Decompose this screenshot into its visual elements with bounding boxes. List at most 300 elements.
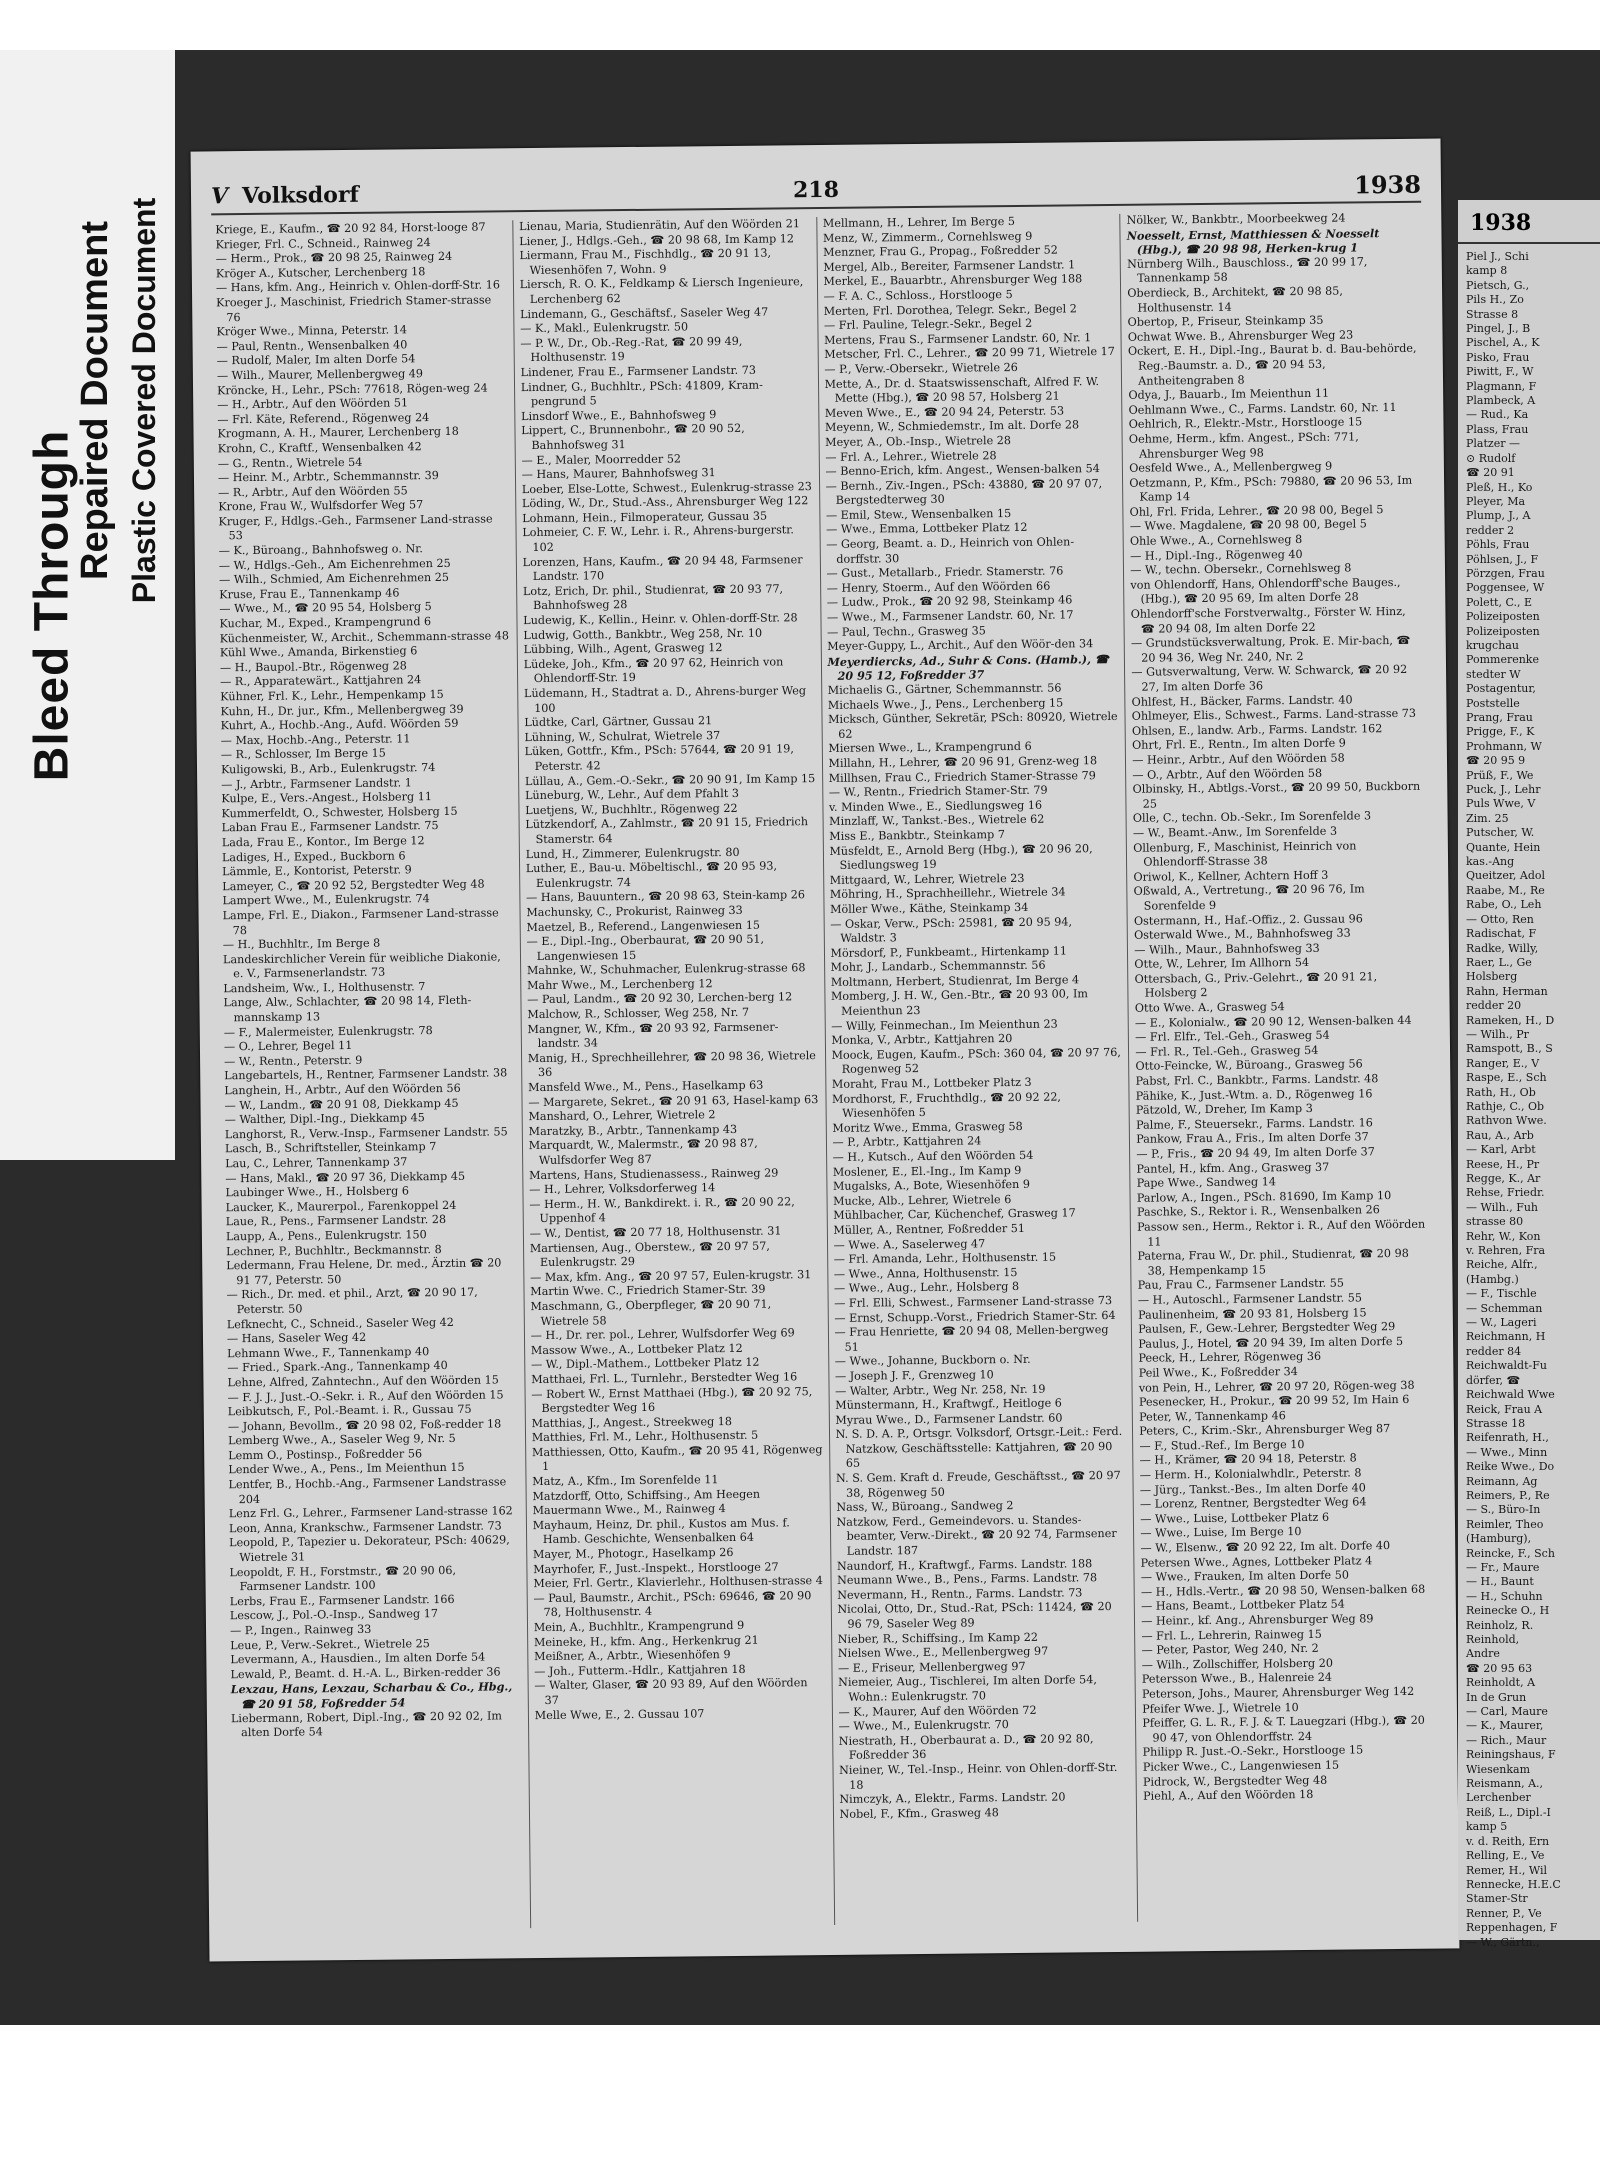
directory-entry: Michaelis G., Gärtner, Schemmannstr. 56 (827, 681, 1062, 697)
adjacent-entry: Zim. 25 (1466, 811, 1509, 825)
adjacent-entry: — Wwe., Minn (1466, 1445, 1548, 1459)
directory-entry: — Paul, Rentn., Wensenbalken 40 (216, 338, 408, 354)
directory-entry: — Johann, Bevollm., ☎ 20 98 02, Foß-redder 18 (227, 1417, 502, 1433)
entry-column-3 (816, 214, 1138, 1925)
adjacent-entry: — H., Baunt (1466, 1575, 1534, 1589)
adjacent-entry: Platzer — (1466, 437, 1520, 451)
directory-entry: — P., Fris., ☎ 20 94 49, Im alten Dorfe 37 (1136, 1145, 1375, 1161)
adjacent-entry: Reismann, A., (1466, 1777, 1544, 1791)
adjacent-entry: Puls Wwe, V (1466, 797, 1536, 811)
directory-entry: — Hans, Bauuntern., ☎ 20 98 63, Stein-kamp 26 (526, 888, 806, 905)
directory-entry: — O., Arbtr., Auf den Wöörden 58 (1132, 766, 1323, 782)
adjacent-entry: — Schemman (1466, 1301, 1543, 1315)
directory-entry: Langebartels, H., Rentner, Farmsener Landstr. 38 (224, 1066, 508, 1083)
directory-entry: — Frl. Käte, Referend., Rögenweg 24 (217, 410, 430, 427)
directory-entry: Pankow, Frau A., Fris., Im alten Dorfe 37 (1136, 1130, 1369, 1147)
directory-entry: Ochwat Wwe. B., Ahrensburger Weg 23 (1127, 328, 1354, 344)
directory-entry: Palme, F., Steuersekr., Farms. Landstr. 16 (1135, 1116, 1373, 1132)
directory-entry: — W., Elsenw., ☎ 20 92 22, Im alt. Dorfe 40 (1140, 1539, 1391, 1555)
directory-entry: Peters, C., Krim.-Skr., Ahrensburger Weg 87 (1139, 1422, 1391, 1439)
directory-entry: Nass, W., Büroang., Sandweg 2 (836, 1499, 1014, 1515)
directory-entry: Matthias, J., Angest., Streekweg 18 (531, 1414, 733, 1430)
adjacent-entry: — Carl, Maure (1466, 1705, 1548, 1719)
adjacent-entry: Rau, A., Arb (1466, 1128, 1534, 1142)
directory-entry: Mugalsks, A., Bote, Wiesenhöfen 9 (832, 1178, 1031, 1194)
directory-entry: Meyenn, W., Schmiedemstr., Im alt. Dorfe 28 (824, 418, 1080, 435)
adjacent-entry: Pörzgen, Frau (1466, 566, 1545, 580)
directory-entry: Linsdorf Wwe., E., Bahnhofsweg 9 (521, 407, 717, 423)
directory-entry: Peil Wwe., K., Foßredder 34 (1138, 1364, 1298, 1380)
directory-entry: Pidrock, W., Bergstedter Weg 48 (1142, 1773, 1328, 1789)
directory-entry: Ludewig, K., Kellin., Heinr. v. Ohlen-dorff-Str. 28 (523, 611, 798, 628)
directory-entry: — Robert W., Ernst Matthaei (Hbg.), ☎ 20 92 75, Bergstedter Weg 16 (531, 1384, 813, 1416)
directory-entry: Pau, Frau C., Farmsener Landstr. 55 (1137, 1276, 1345, 1293)
directory-entry: Laue, R., Pens., Farmsener Landstr. 28 (225, 1213, 447, 1229)
directory-entry: Ockert, E. H., Dipl.-Ing., Baurat b. d. Bau-behörde, Reg.-Baumstr. a. D., ☎ 20 94 53, Antheitengraben 8 (1127, 342, 1417, 388)
adjacent-entry: Remer, H., Wil (1466, 1863, 1548, 1877)
adjacent-entry: Rahn, Herman (1466, 984, 1548, 998)
directory-entry: — Bernh., Ziv.-Ingen., PSch: 43880, ☎ 20 97 07, Bergstedterweg 30 (825, 476, 1103, 508)
directory-entry: Krogmann, A. H., Maurer, Lerchenberg 18 (217, 425, 459, 441)
directory-entry: — Walther, Dipl.-Ing., Diekkamp 45 (224, 1111, 425, 1127)
directory-entry: — K., Makl., Eulenkrugstr. 50 (520, 320, 689, 336)
directory-entry: — W., Rentn., Friedrich Stamer-Str. 79 (828, 783, 1048, 800)
directory-entry: — Ernst, Schupp.-Vorst., Friedrich Stamer-Str. 64 (834, 1308, 1116, 1325)
directory-entry: Ohlendorff'sche Forstverwaltg., Förster W. Hinz, ☎ 20 94 08, Im alten Dorfe 22 (1130, 604, 1406, 636)
directory-entry: Laupp, A., Pens., Eulenkrugstr. 150 (225, 1228, 427, 1244)
directory-entry: Moltmann, Herbert, Studienrat, Im Berge 4 (830, 973, 1080, 989)
directory-entry: Peeck, H., Lehrer, Rögenweg 36 (1138, 1350, 1322, 1366)
directory-entry: Naundorf, H., Kraftwgf., Farms. Landstr. 188 (836, 1556, 1093, 1573)
directory-entry: — W., Dentist, ☎ 20 77 18, Holthusenstr. 31 (529, 1224, 782, 1241)
directory-entry: Loeber, Else-Lotte, Schwest., Eulenkrug-strasse 23 (521, 479, 812, 496)
directory-entry: — Wwe., Luise, Im Berge 10 (1140, 1525, 1302, 1541)
directory-entry: Kuhrt, A., Hochb.-Ang., Aufd. Wöörden 59 (220, 717, 459, 733)
directory-entry: Merkel, E., Bauarbtr., Ahrensburger Weg 188 (823, 272, 1083, 289)
directory-entry: Michaels Wwe., J., Pens., Lerchenberg 15 (827, 696, 1064, 712)
directory-entry: Kulpe, E., Vers.-Angest., Holsberg 11 (221, 790, 432, 806)
adjacent-entry: Polizeiposten (1466, 610, 1540, 624)
adjacent-entry: Andre (1466, 1647, 1500, 1661)
directory-entry: Odya, J., Bauarb., Im Meienthun 11 (1128, 386, 1330, 402)
directory-entry: Neumann Wwe., B., Pens., Farms. Landstr. 78 (836, 1571, 1098, 1588)
directory-entry: Oehlrich, R., Elektr.-Mstr., Horstlooge 15 (1128, 415, 1363, 432)
directory-entry: Otte, W., Lehrer, Im Allhorn 54 (1134, 956, 1310, 972)
directory-entry: Leon, Anna, Krankschw., Farmsener Landstr. 73 (228, 1519, 502, 1536)
directory-entry: Passow sen., Herm., Rektor i. R., Auf den Wöörden 11 (1137, 1217, 1426, 1249)
directory-entry: Moraht, Frau M., Lottbeker Platz 3 (831, 1075, 1032, 1091)
directory-entry: Lüdemann, H., Stadtrat a. D., Ahrens-burger Weg 100 (523, 684, 807, 715)
directory-entry: Otto Wwe. A., Grasweg 54 (1134, 1000, 1285, 1015)
adjacent-entry: Radischat, F (1466, 927, 1537, 941)
label-strip (0, 50, 175, 1160)
directory-entry: Lindner, G., Buchhltr., PSch: 41809, Kram-pengrund 5 (520, 378, 763, 409)
directory-entry: Nicolai, Otto, Dr., Stud.-Rat, PSch: 11424, ☎ 20 96 79, Saseler Weg 89 (837, 1600, 1112, 1631)
directory-entry: — Frl. A., Lehrer., Wietrele 28 (825, 448, 997, 464)
adjacent-entry: — K., Maurer, (1466, 1719, 1544, 1733)
directory-entry: Oehme, Herm., kfm. Angest., PSch: 771, Ahrensburger Weg 98 (1128, 430, 1359, 461)
directory-entry: — W., techn. Obersekr., Cornehlsweg 8 (1130, 561, 1352, 578)
directory-entry: — Frl. L., Lehrerin, Rainweg 15 (1141, 1627, 1322, 1643)
directory-entry: Müller, A., Rentner, Foßredder 51 (833, 1221, 1026, 1237)
directory-entry: — P., Arbtr., Kattjahren 24 (832, 1134, 982, 1150)
directory-entry: — Frl. Pauline, Telegr.-Sekr., Begel 2 (823, 316, 1033, 333)
directory-entry: Mellmann, H., Lehrer, Im Berge 5 (822, 214, 1016, 230)
directory-entry: Levermann, A., Hausdien., Im alten Dorfe 54 (230, 1650, 486, 1667)
directory-entry: Malchow, R., Schlosser, Weg 258, Nr. 7 (527, 1005, 750, 1022)
directory-entry: — W., Rentn., Peterstr. 9 (224, 1053, 363, 1069)
directory-entry: von Pein, H., Lehrer, ☎ 20 97 20, Rögen-weg 38 (1138, 1378, 1415, 1395)
directory-entry: — Fried., Spark.-Ang., Tannenkamp 40 (227, 1359, 448, 1375)
adjacent-entry: Reppenhagen, F (1466, 1921, 1558, 1935)
page-year: 1938 (1354, 169, 1422, 199)
directory-entry: Nevermann, H., Rentn., Farms. Landstr. 73 (837, 1586, 1083, 1602)
adjacent-entry: Pischel, A., K (1466, 336, 1540, 350)
adjacent-entry: v. Rehren, Fra (1466, 1244, 1546, 1258)
directory-entry: Momberg, J. H. W., Gen.-Btr., ☎ 20 93 00, Im Meienthun 23 (830, 987, 1089, 1018)
directory-entry: Matthaei, Frl. L., Turnlehr., Berstedter Weg 16 (531, 1370, 798, 1387)
adjacent-entry: kamp 5 (1466, 1820, 1508, 1834)
adjacent-entry: — F., Tischle (1466, 1287, 1537, 1301)
directory-entry: Ladiges, H., Exped., Buckborn 6 (221, 848, 406, 864)
directory-entry: Lindemann, G., Geschäftsf., Saseler Weg 47 (519, 305, 769, 321)
page-heading-title: Volksdorf (241, 181, 360, 210)
directory-entry: Parlow, A., Ingen., PSch. 81690, Im Kamp 10 (1136, 1188, 1392, 1205)
directory-entry: — Hans, Saseler Weg 42 (226, 1330, 367, 1346)
directory-entry: — Henry, Stoerm., Auf den Wöörden 66 (826, 579, 1051, 595)
directory-entry: — Wwe., Johanne, Buckborn o. Nr. (834, 1353, 1031, 1369)
directory-entry: Paulus, J., Hotel, ☎ 20 94 39, Im alten Dorfe 5 (1138, 1334, 1404, 1351)
directory-entry: Lenz Frl. G., Lehrer., Farmsener Land-strasse 162 (228, 1504, 513, 1521)
directory-entry: Mordhorst, F., Fruchthdlg., ☎ 20 92 22, Wiesenhöfen 5 (831, 1090, 1062, 1121)
adjacent-entry: krugchau (1466, 638, 1519, 652)
directory-entry: Lau, C., Lehrer, Tannenkamp 37 (225, 1155, 408, 1171)
adjacent-entry: Pöhlsen, J., F (1466, 552, 1539, 566)
adjacent-entry: Prohmann, W (1466, 739, 1542, 753)
directory-entry: Nieiner, W., Tel.-Insp., Heinr. von Ohlen-dorff-Str. 18 (838, 1760, 1118, 1792)
directory-entry: Pähike, K., Just.-Wtm. a. D., Rögenweg 16 (1135, 1086, 1373, 1103)
adjacent-entry: Rameken, H., D (1466, 1013, 1555, 1027)
directory-entry: Pesenecker, H., Prokur., ☎ 20 99 52, Im Hain 6 (1138, 1392, 1410, 1409)
directory-entry: Kriege, E., Kaufm., ☎ 20 92 84, Horst-looge 87 (215, 220, 486, 237)
directory-entry: Niestrath, H., Oberbaurat a. D., ☎ 20 92 80, Foßredder 36 (838, 1731, 1094, 1763)
adjacent-entry: dörfer, ☎ (1466, 1373, 1521, 1387)
adjacent-entry: Poststelle (1466, 696, 1520, 710)
adjacent-entry: strasse 80 (1466, 1215, 1524, 1229)
directory-entry: Krone, Frau W., Wulfsdorfer Weg 57 (218, 498, 424, 514)
adjacent-entry: Prigge, F., K (1466, 725, 1535, 739)
directory-entry: Noesselt, Ernst, Matthiessen & Noesselt (Hbg.), ☎ 20 98 98, Herken-krug 1 (1126, 225, 1380, 257)
directory-entry: Landsheim, Ww., I., Holthusenstr. 7 (223, 980, 426, 996)
directory-entry: Nobel, F., Kfm., Grasweg 48 (839, 1805, 999, 1821)
directory-entry: Lechner, P., Buchhltr., Beckmannstr. 8 (226, 1242, 442, 1258)
adjacent-page (1458, 200, 1600, 1949)
directory-entry: Lada, Frau E., Kontor., Im Berge 12 (221, 834, 425, 850)
adjacent-entry: redder 20 (1466, 999, 1522, 1013)
directory-entry: Kroeger J., Maschinist, Friedrich Stamer-strasse 76 (216, 293, 492, 324)
directory-entry: Paulsen, F., Gew.-Lehrer, Bergstedter Weg 29 (1138, 1320, 1396, 1336)
directory-entry: Natzkow, Ferd., Gemeindevors. u. Standes-beamter, Verw.-Direkt., ☎ 20 92 74, Farmsener Landstr. 187 (836, 1513, 1117, 1558)
directory-entry: Lescow, J., Pol.-O.-Insp., Sandweg 17 (229, 1607, 439, 1623)
adjacent-entry: Wiesenkam (1466, 1762, 1531, 1776)
adjacent-entry: Putscher, W. (1466, 826, 1535, 840)
directory-entry: Petersson Wwe., B., Halenreie 24 (1141, 1671, 1333, 1687)
directory-entry: Niemeier, Aug., Tischlerei, Im alten Dorfe 54, Wohn.: Eulenkrugstr. 70 (838, 1673, 1097, 1704)
directory-entry: Petersen Wwe., Agnes, Lottbeker Platz 4 (1140, 1553, 1373, 1570)
directory-entry: — Lorenz, Rentner, Bergstedter Weg 64 (1139, 1495, 1367, 1511)
directory-entry: Kruger, F., Hdlgs.-Geh., Farmsener Land-strasse 53 (218, 512, 493, 543)
adjacent-entry: Rathvon Wwe. (1466, 1114, 1547, 1128)
adjacent-entry: (Hamburg), (1466, 1532, 1532, 1546)
directory-entry: Lampe, Frl. E., Diakon., Farmsener Land-strasse 78 (222, 906, 499, 937)
directory-entry: Ohlsen, E., landw. Arb., Farms. Landstr. 162 (1131, 721, 1383, 738)
directory-entry: Oesfeld Wwe., A., Mellenbergweg 9 (1129, 459, 1333, 475)
directory-entry: Meißner, A., Arbtr., Wiesenhöfen 9 (534, 1648, 731, 1664)
directory-entry: Lippert, C., Brunnenbohr., ☎ 20 90 52, Bahnhofsweg 31 (521, 422, 745, 452)
directory-entry: Otto-Feincke, W., Büroang., Grasweg 56 (1135, 1057, 1363, 1074)
adjacent-entry: Reimann, Ag (1466, 1474, 1538, 1488)
directory-entry: Mauermann Wwe., M., Rainweg 4 (532, 1502, 726, 1518)
directory-entry: — H., Kutsch., Auf den Wöörden 54 (832, 1148, 1034, 1164)
directory-entry: Lameyer, C., ☎ 20 92 52, Bergstedter Weg 48 (222, 877, 485, 894)
directory-entry: — G., Rentn., Wietrele 54 (217, 455, 363, 470)
directory-entry: Moslener, E., El.-Ing., Im Kamp 9 (832, 1163, 1022, 1179)
adjacent-entry: — Rud., Ka (1466, 408, 1529, 422)
adjacent-entry: — W., Gärtn., (1466, 1935, 1540, 1949)
adjacent-entry: Rehse, Friedr. (1466, 1186, 1545, 1200)
adjacent-entry: Reimers, P., Re (1466, 1488, 1550, 1502)
adjacent-entry: ☎ 20 91 (1466, 466, 1515, 480)
directory-entry: — Peter, Pastor, Weg 240, Nr. 2 (1141, 1642, 1319, 1657)
adjacent-entry: Reiningshaus, F (1466, 1748, 1556, 1762)
directory-entry: — H., Baupol.-Btr., Rögenweg 28 (219, 659, 407, 675)
directory-entry: Lämmle, E., Kontorist, Peterstr. 9 (222, 863, 412, 879)
adjacent-entry: Reichwald Wwe (1466, 1388, 1555, 1402)
directory-entry: Kröncke, H., Lehr., PSch: 77618, Rögen-weg 24 (216, 381, 488, 397)
directory-entry: Lorenzen, Hans, Kaufm., ☎ 20 94 48, Farmsener Landstr. 170 (522, 552, 803, 584)
directory-entry: Ohrt, Frl. E., Rentn., Im alten Dorfe 9 (1132, 736, 1346, 753)
adjacent-entry: ☎ 20 95 9 (1466, 754, 1526, 768)
adjacent-entry: Renner, P., Ve (1466, 1906, 1542, 1920)
adjacent-entry: Pleß, H., Ko (1466, 480, 1533, 494)
adjacent-entry: kas.-Ang (1466, 855, 1515, 869)
adjacent-entry: redder 84 (1466, 1344, 1522, 1358)
directory-entry: Meyerdiercks, Ad., Suhr & Cons. (Hamb.), ☎ 20 95 12, Foßredder 37 (827, 651, 1109, 684)
directory-entry: Lund, H., Zimmerer, Eulenkrugstr. 80 (525, 845, 740, 861)
directory-entry: Martiensen, Aug., Oberstew., ☎ 20 97 57, Eulenkrugstr. 29 (529, 1239, 770, 1270)
directory-entry: — Wilh., Zollschiffer, Holsberg 20 (1141, 1656, 1333, 1672)
adjacent-entry: Rabe, O., Leh (1466, 898, 1542, 912)
adjacent-entry: stedter W (1466, 667, 1521, 681)
directory-entry: — Willy, Feinmechan., Im Meienthun 23 (831, 1017, 1058, 1033)
directory-entry: — Frl. Amanda, Lehr., Holthusenstr. 15 (833, 1250, 1057, 1267)
directory-entry: — Hans, Makl., ☎ 20 97 36, Diekkamp 45 (225, 1169, 466, 1185)
directory-entry: Menz, W., Zimmerm., Cornehlsweg 9 (822, 229, 1033, 245)
directory-entry: — Grundstücksverwaltung, Prok. E. Mir-bach, ☎ 20 94 36, Weg Nr. 240, Nr. 2 (1130, 634, 1411, 665)
directory-entry: Martens, Hans, Studienassess., Rainweg 29 (528, 1166, 779, 1182)
directory-entry: — H., Dipl.-Ing., Rögenweg 40 (1130, 547, 1303, 563)
directory-entry: Lohmann, Hein., Filmoperateur, Gussau 35 (522, 509, 768, 526)
directory-page (191, 139, 1460, 1962)
directory-entry: — Emil, Stew., Wensenbalken 15 (825, 506, 1012, 522)
directory-entry: Pabst, Frl. C., Bankbtr., Farms. Landstr. 48 (1135, 1072, 1379, 1088)
directory-entry: Nölker, W., Bankbtr., Moorbeekweg 24 (1126, 211, 1346, 227)
directory-entry: Liersch, R. O. K., Feldkamp & Liersch Ingenieure, Lerchenberg 62 (519, 275, 804, 307)
directory-entry: Melle Wwe, E., 2. Gussau 107 (534, 1706, 705, 1722)
directory-entry: — Wwe., Aug., Lehr., Holsberg 8 (833, 1280, 1020, 1296)
directory-entry: Ohlmeyer, Elis., Schwest., Farms. Land-strasse 73 (1131, 706, 1417, 723)
directory-entry: — K., Büroang., Bahnhofsweg o. Nr. (218, 542, 423, 558)
adjacent-entry: Reike Wwe., Do (1466, 1460, 1555, 1474)
adjacent-entry: Reiche, Alfr., (1466, 1258, 1538, 1272)
bleed-through-text: Bleed Through (25, 429, 79, 781)
directory-entry: Kuchar, M., Exped., Krampengrund 6 (219, 615, 432, 631)
adjacent-entry: (Hambg.) (1466, 1272, 1519, 1286)
directory-entry: — Benno-Erich, kfm. Angest., Wensen-balken 54 (825, 462, 1100, 479)
adjacent-entry: Prüß, F., We (1466, 768, 1534, 782)
directory-entry: — Hans, Maurer, Bahnhofsweg 31 (521, 466, 716, 482)
adjacent-entry: Reincke, F., Sch (1466, 1546, 1555, 1560)
directory-entry: Pantel, H., kfm. Ang., Grasweg 37 (1136, 1160, 1330, 1176)
directory-entry: Lefknecht, C., Schneid., Saseler Weg 42 (226, 1315, 454, 1331)
directory-entry: — Herm. H., Kolonialwhdlr., Peterstr. 8 (1139, 1466, 1362, 1482)
directory-entry: — Hans, kfm. Ang., Heinrich v. Ohlen-dorff-Str. 16 (215, 278, 501, 295)
directory-entry: Paschke, S., Rektor i. R., Wensenbalken 26 (1136, 1203, 1380, 1220)
directory-entry: Mayer, M., Photogr., Haselkamp 26 (532, 1546, 734, 1562)
directory-entry: — H., Autoschl., Farmsener Landstr. 55 (1137, 1291, 1362, 1307)
adjacent-entry: — Rich., Maur (1466, 1733, 1547, 1747)
directory-entry: — Wilh., Maurer, Mellenbergweg 49 (216, 367, 424, 383)
directory-entry: — Wwe., Luise, Lottbeker Platz 6 (1140, 1510, 1330, 1526)
directory-entry: Nürnberg Wilh., Bauschloss., ☎ 20 99 17, Tannenkamp 58 (1126, 255, 1368, 286)
directory-entry: Mittgaard, W., Lehrer, Wietrele 23 (829, 871, 1025, 887)
directory-entry: — W., Beamt.-Anw., Im Sorenfelde 3 (1132, 824, 1338, 840)
directory-entry: — F. J. J., Just.-O.-Sekr. i. R., Auf den Wöörden 15 (227, 1387, 504, 1404)
directory-entry: Menzner, Frau G., Propag., Foßredder 52 (823, 243, 1058, 260)
directory-entry: Miss E., Bankbtr., Steinkamp 7 (829, 828, 1006, 843)
directory-entry: Maschmann, G., Oberpfleger, ☎ 20 90 71, Wietrele 58 (530, 1297, 772, 1328)
directory-entry: Miersen Wwe., L., Krampengrund 6 (828, 740, 1032, 756)
directory-entry: Pfeifer Wwe. J., Wietrele 10 (1142, 1700, 1299, 1716)
directory-entry: Obertop, P., Friseur, Steinkamp 35 (1127, 313, 1324, 329)
directory-entry: Myrau Wwe., D., Farmsener Landstr. 60 (835, 1411, 1063, 1427)
directory-entry: Lindener, Frau E., Farmsener Landstr. 73 (520, 363, 757, 380)
directory-entry: — Max, kfm. Ang., ☎ 20 97 57, Eulen-krugstr. 31 (530, 1267, 812, 1284)
directory-entry: Oetzmann, P., Kfm., PSch: 79880, ☎ 20 96 53, Im Kamp 14 (1129, 473, 1413, 504)
adjacent-entry: Raabe, M., Re (1466, 883, 1545, 897)
directory-entry: — W., Dipl.-Mathem., Lottbeker Platz 12 (530, 1356, 760, 1372)
directory-entry: — Walter, Arbtr., Weg Nr. 258, Nr. 19 (835, 1382, 1046, 1398)
directory-entry: — Rudolf, Maler, Im alten Dorfe 54 (216, 352, 416, 368)
directory-entry: — Frl. Elli, Schwest., Farmsener Land-strasse 73 (834, 1293, 1113, 1310)
directory-entry: Lüdeke, Joh., Kfm., ☎ 20 97 62, Heinrich von Ohlendorff-Str. 19 (523, 655, 784, 686)
directory-entry: Ludwig, Gotth., Bankbtr., Weg 258, Nr. 10 (523, 626, 763, 642)
adjacent-entry: Reinecke O., H (1466, 1604, 1550, 1618)
adjacent-entry: — Fr., Maure (1466, 1560, 1540, 1574)
directory-entry: Lüdtke, Carl, Gärtner, Gussau 21 (524, 714, 713, 730)
directory-entry: Oßwald, A., Vertretung., ☎ 20 96 76, Im Sorenfelde 9 (1133, 882, 1365, 913)
directory-entry: — H., Lehrer, Volksdorferweg 14 (529, 1181, 716, 1197)
adjacent-entry: Pleyer, Ma (1466, 494, 1526, 508)
directory-entry: Lender Wwe., A., Pens., Im Meienthun 15 (228, 1461, 465, 1477)
directory-entry: Mohr, J., Landarb., Schemmannstr. 56 (830, 958, 1046, 975)
directory-entry: Nieber, R., Schiffsing., Im Kamp 22 (837, 1630, 1039, 1646)
adjacent-entry: Quante, Hein (1466, 840, 1541, 854)
adjacent-entry: ⊙ Rudolf (1466, 451, 1516, 465)
directory-entry: N. S. D. A. P., Ortsgr. Volksdorf, Ortsgr.-Leit.: Ferd. Natzkow, Geschäftsstelle: Kattjahren, ☎ 20 90 65 (835, 1425, 1123, 1471)
directory-entry: Olbinsky, H., Abtlgs.-Vorst., ☎ 20 99 50, Buckborn 25 (1132, 779, 1421, 811)
directory-entry: Lübbing, Wilh., Agent, Grasweg 12 (523, 641, 723, 657)
directory-entry: Marquardt, W., Malermstr., ☎ 20 98 87, Wulfsdorfer Weg 87 (528, 1137, 758, 1168)
directory-entry: — E., Friseur, Mellenbergweg 97 (837, 1659, 1026, 1675)
directory-entry: Kuhn, H., Dr. jur., Kfm., Mellenbergweg 39 (220, 702, 464, 718)
directory-entry: Meier, Frl. Gertr., Klavierlehr., Holthusen-strasse 4 (533, 1574, 823, 1591)
directory-entry: Machunsky, C., Prokurist, Rainweg 33 (526, 903, 743, 920)
directory-entry: Matz, A., Kfm., Im Sorenfelde 11 (532, 1473, 719, 1489)
directory-entry: — H., Buchhltr., Im Berge 8 (222, 936, 381, 952)
directory-entry: Olle, C., techn. Ob.-Sekr., Im Sorenfelde 3 (1132, 809, 1372, 826)
directory-entry: Picker Wwe., C., Langenwiesen 15 (1142, 1758, 1340, 1774)
directory-entry: — Wwe., M., Eulenkrugstr. 70 (838, 1718, 1009, 1734)
adjacent-page-column (1466, 250, 1600, 1950)
plastic-covered-text: Plastic Covered Document (126, 197, 163, 603)
repaired-document-label (70, 50, 120, 750)
directory-entry: — Gutsverwaltung, Verw. W. Schwarck, ☎ 20 92 27, Im alten Dorfe 36 (1131, 663, 1408, 694)
adjacent-entry: Regge, K., Ar (1466, 1172, 1541, 1185)
directory-entry: — Heinr., Arbtr., Auf den Wöörden 58 (1132, 751, 1345, 767)
directory-entry: — J., Arbtr., Farmsener Landstr. 1 (221, 775, 412, 791)
adjacent-entry: — Karl, Arbt (1466, 1143, 1536, 1157)
adjacent-entry: Reimler, Theo (1466, 1517, 1544, 1531)
directory-entry: Pätzold, W., Dreher, Im Kamp 3 (1135, 1102, 1313, 1117)
directory-entry: Paulinenheim, ☎ 20 93 81, Holsberg 15 (1137, 1305, 1367, 1322)
directory-entry: — F. A. C., Schloss., Horstlooge 5 (823, 287, 1013, 303)
directory-entry: N. S. Gem. Kraft d. Freude, Geschäftsst., ☎ 20 97 38, Rögenweg 50 (835, 1468, 1121, 1500)
directory-entry: Meven Wwe., E., ☎ 20 94 24, Peterstr. 53 (824, 404, 1065, 420)
directory-entry: — Wwe., Anna, Holthusenstr. 15 (833, 1265, 1018, 1281)
adjacent-entry: Puck, J., Lehr (1466, 783, 1541, 797)
directory-entry: Mühlbacher, Car, Küchenchef, Grasweg 17 (833, 1206, 1076, 1223)
adjacent-entry: Rathje, C., Ob (1466, 1099, 1545, 1113)
directory-entry: — P. W., Dr., Ob.-Reg.-Rat, ☎ 20 99 49, Holthusenstr. 19 (520, 334, 743, 365)
adjacent-entry: Piel J., Schi (1466, 250, 1529, 263)
directory-entry: Nielsen Wwe., E., Mellenbergweg 97 (837, 1644, 1049, 1661)
directory-entry: — H., Hdls.-Vertr., ☎ 20 98 50, Wensen-balken 68 (1140, 1582, 1426, 1599)
directory-entry: Lotz, Erich, Dr. phil., Studienrat, ☎ 20 93 77, Bahnhofsweg 28 (522, 582, 784, 613)
directory-entry: — W., Hdlgs.-Geh., Am Eichenrehmen 25 (218, 556, 451, 572)
adjacent-page-year: 1938 (1458, 210, 1600, 244)
directory-entry: Kröger Wwe., Minna, Peterstr. 14 (216, 323, 408, 339)
adjacent-entry: Ranger, E., V (1466, 1056, 1540, 1070)
directory-entry: Mahnke, W., Schuhmacher, Eulenkrug-strasse 68 (526, 961, 806, 978)
adjacent-entry: kamp 8 (1466, 264, 1508, 278)
directory-entry: Lühning, W., Schulrat, Wietrele 37 (524, 728, 721, 744)
directory-entry: Mergel, Alb., Bereiter, Farmsener Landstr. 1 (823, 258, 1076, 274)
directory-entry: Meineke, H., kfm. Ang., Herkenkrug 21 (533, 1633, 759, 1649)
adjacent-entry: Strasse 8 (1466, 307, 1519, 321)
adjacent-entry: Polett, C., E (1466, 595, 1532, 609)
directory-entry: Metscher, Frl. C., Lehrer., ☎ 20 99 71, Wietrele 17 (824, 345, 1115, 362)
adjacent-entry: Prang, Frau (1466, 711, 1533, 724)
adjacent-entry: Ramspott, B., S (1466, 1042, 1553, 1056)
adjacent-entry: Rath, H., Ob (1466, 1085, 1536, 1099)
directory-entry: — R., Schlosser, Im Berge 15 (220, 746, 386, 762)
directory-entry: — Paul, Landm., ☎ 20 92 30, Lerchen-berg 12 (527, 990, 793, 1007)
adjacent-entry: Stamer-Str (1466, 1892, 1528, 1906)
repaired-document-text: Repaired Document (73, 220, 116, 580)
directory-entry: Mahr Wwe., M., Lerchenberg 12 (526, 977, 713, 992)
page-number: 218 (792, 176, 840, 204)
